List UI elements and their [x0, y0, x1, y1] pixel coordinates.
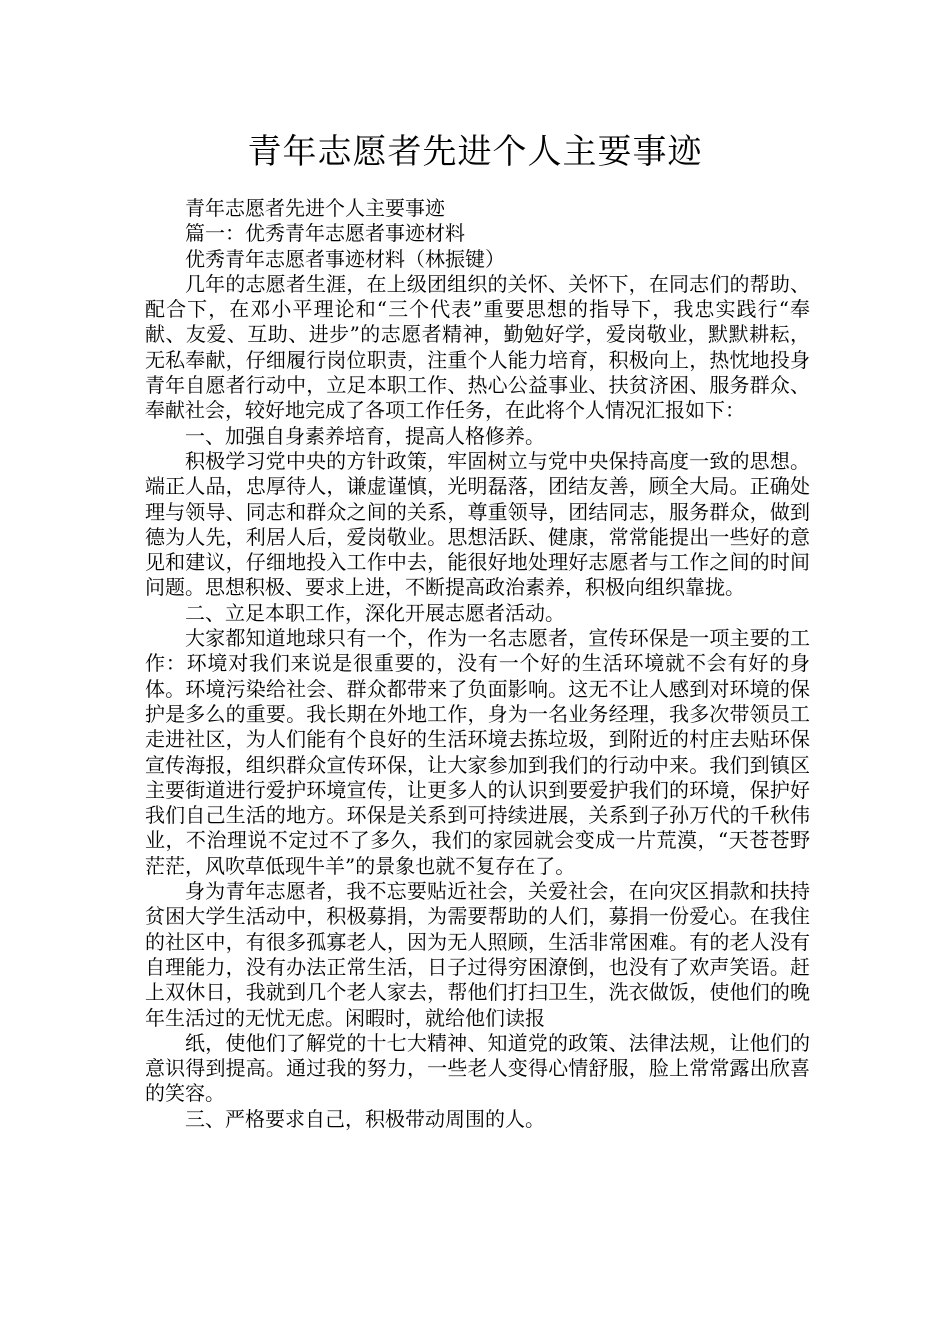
section-heading: 一、加强自身素养培育，提高人格修养。: [185, 423, 545, 448]
paragraph: 几年的志愿者生涯，在上级团组织的关怀、关怀下，在同志们的帮助、配合下，在邓小平理论和“三个代表”重要思想的指导下，我忠实践行“奉献、友爱、互助、进步”的志愿者精神，勤勉好学，爱岗敬业，默默耕耘，无私奉献，仔细履行岗位职责，注重个人能力培育，积极向上，热忱地投身青年自愿者行动中，立足本职工作、热心公益事业、扶贫济困、服务群众、奉献社会，较好地完成了各项工作任务，在此将个人情况汇报如下：: [145, 271, 810, 423]
document-body: [145, 196, 810, 1132]
section-heading: 三、严格要求自己，积极带动周围的人。: [185, 1106, 545, 1131]
paragraph: 大家都知道地球只有一个，作为一名志愿者，宣传环保是一项主要的工作：环境对我们来说是很重要的，没有一个好的生活环境就不会有好的身体。环境污染给社会、群众都带来了负面影响。这无不让人感到对环境的保护是多么的重要。我长期在外地工作，身为一名业务经理，我多次带领员工走进社区，为人们能有个良好的生活环境去拣垃圾，到附近的村庄去贴环保宣传海报，组织群众宣传环保，让大家参加到我们的行动中来。我们到镇区主要街道进行爱护环境宣传，让更多人的认识到要爱护我们的环境，保护好我们自己生活的地方。环保是关系到可持续进展，关系到子孙万代的千秋伟业，不治理说不定过不了多久，我们的家园就会变成一片荒漠，“天苍苍野茫茫，风吹草低现牛羊”的景象也就不复存在了。: [145, 626, 810, 878]
paragraph: 纸，使他们了解党的十七大精神、知道党的政策、法律法规，让他们的意识得到提高。通过我的努力，一些老人变得心情舒服，脸上常常露出欣喜的笑容。: [145, 1030, 810, 1106]
paragraph: 优秀青年志愿者事迹材料（林振键）: [185, 246, 505, 271]
paragraph: 篇一：优秀青年志愿者事迹材料: [185, 221, 465, 246]
section-heading: 二、立足本职工作，深化开展志愿者活动。: [185, 600, 565, 625]
paragraph: 积极学习党中央的方针政策，牢固树立与党中央保持高度一致的思想。端正人品，忠厚待人，谦虚谨慎，光明磊落，团结友善，顾全大局。正确处理与领导、同志和群众之间的关系，尊重领导，团结同志，服务群众，做到德为人先，利居人后，爱岗敬业。思想活跃、健康，常常能提出一些好的意见和建议，仔细地投入工作中去，能很好地处理好志愿者与工作之间的时间问题。思想积极、要求上进，不断提高政治素养，积极向组织靠拢。: [145, 448, 810, 600]
document-title: 青年志愿者先进个人主要事迹: [247, 132, 703, 172]
paragraph: 青年志愿者先进个人主要事迹: [185, 196, 445, 220]
paragraph: 身为青年志愿者，我不忘要贴近社会，关爱社会，在向灾区捐款和扶持贫困大学生活动中，积极募捐，为需要帮助的人们，募捐一份爱心。在我住的社区中，有很多孤寡老人，因为无人照顾，生活非常困难。有的老人没有自理能力，没有办法正常生活，日子过得穷困潦倒，也没有了欢声笑语。赶上双休日，我就到几个老人家去，帮他们打扫卫生，洗衣做饭，使他们的晚年生活过的无忧无虑。闲暇时，就给他们读报: [145, 879, 810, 1030]
